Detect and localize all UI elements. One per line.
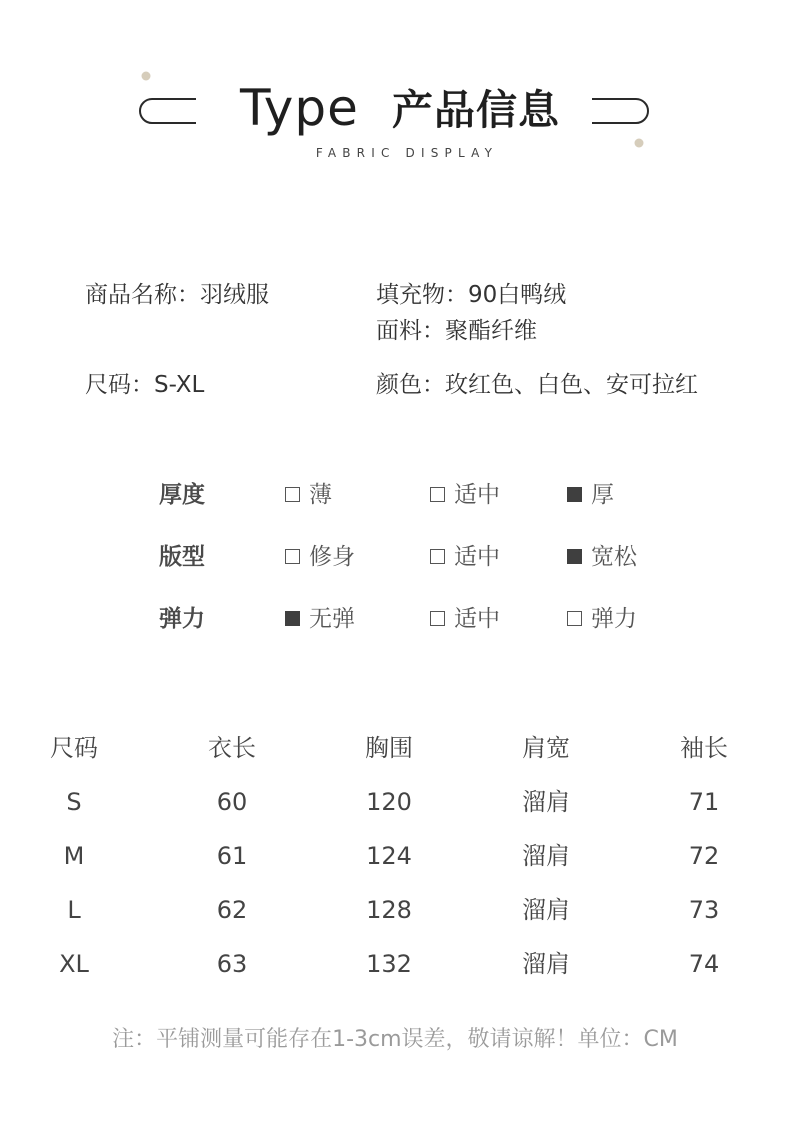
table-header: 衣长 xyxy=(208,734,256,762)
option-thickness-medium xyxy=(430,478,500,512)
decor-dot-left xyxy=(142,72,151,81)
table-cell: 溜肩 xyxy=(522,842,570,870)
option-elasticity-stretch xyxy=(567,602,637,636)
checkbox-empty-icon xyxy=(430,611,445,626)
checkbox-checked-icon xyxy=(567,487,582,502)
option-fit-loose xyxy=(567,540,637,574)
header xyxy=(0,0,790,180)
subtitle: FABRIC DISPLAY xyxy=(315,146,499,160)
checkbox-checked-icon xyxy=(567,549,582,564)
attr-label-thickness: 厚度 xyxy=(159,482,205,508)
option-fit-regular xyxy=(430,540,500,574)
table-cell: XL xyxy=(59,950,89,978)
decor-bracket-left xyxy=(140,99,196,123)
checkbox-empty-icon xyxy=(567,611,582,626)
table-cell: 128 xyxy=(366,896,412,924)
option-label: 无弹 xyxy=(309,606,355,632)
attr-label-elasticity: 弹力 xyxy=(159,606,205,632)
checkbox-empty-icon xyxy=(285,487,300,502)
table-cell: 120 xyxy=(366,788,412,816)
option-thickness-thick xyxy=(567,478,614,512)
checkbox-empty-icon xyxy=(430,549,445,564)
option-thickness-thin xyxy=(285,478,332,512)
table-cell: 溜肩 xyxy=(522,950,570,978)
table-cell: 61 xyxy=(216,842,248,870)
measurement-note: 注：平铺测量可能存在1-3cm误差，敬请谅解！单位：CM xyxy=(112,1027,678,1052)
table-cell: 60 xyxy=(216,788,248,816)
info-size: 尺码：S-XL xyxy=(85,372,205,398)
table-cell: L xyxy=(67,896,81,924)
table-header: 尺码 xyxy=(50,734,98,762)
table-header: 胸围 xyxy=(365,734,413,762)
table-header: 袖长 xyxy=(680,734,728,762)
table-cell: 132 xyxy=(366,950,412,978)
option-label: 厚 xyxy=(591,482,614,508)
option-label: 修身 xyxy=(309,544,355,570)
decor-bracket-right xyxy=(592,99,648,123)
option-fit-slim xyxy=(285,540,355,574)
table-header: 肩宽 xyxy=(522,734,570,762)
option-label: 薄 xyxy=(309,482,332,508)
table-cell: 溜肩 xyxy=(522,896,570,924)
option-label: 弹力 xyxy=(591,606,637,632)
checkbox-empty-icon xyxy=(285,549,300,564)
table-cell: M xyxy=(63,842,85,870)
info-filling: 填充物：90白鸭绒 xyxy=(376,282,567,308)
option-label: 适中 xyxy=(454,482,500,508)
checkbox-checked-icon xyxy=(285,611,300,626)
table-cell: S xyxy=(66,788,82,816)
table-cell: 124 xyxy=(366,842,412,870)
option-elasticity-medium xyxy=(430,602,500,636)
option-elasticity-none xyxy=(285,602,355,636)
table-cell: 74 xyxy=(688,950,720,978)
title-english: Type xyxy=(240,79,359,137)
table-cell: 62 xyxy=(216,896,248,924)
option-label: 宽松 xyxy=(591,544,637,570)
info-fabric: 面料：聚酯纤维 xyxy=(376,318,537,344)
table-cell: 63 xyxy=(216,950,248,978)
table-cell: 溜肩 xyxy=(522,788,570,816)
table-cell: 71 xyxy=(688,788,720,816)
title-chinese: 产品信息 xyxy=(392,86,560,134)
attr-label-fit: 版型 xyxy=(159,544,205,570)
info-color: 颜色：玫红色、白色、安可拉红 xyxy=(376,372,698,398)
table-cell: 73 xyxy=(688,896,720,924)
info-product-name: 商品名称：羽绒服 xyxy=(85,282,269,308)
checkbox-empty-icon xyxy=(430,487,445,502)
option-label: 适中 xyxy=(454,606,500,632)
option-label: 适中 xyxy=(454,544,500,570)
table-cell: 72 xyxy=(688,842,720,870)
